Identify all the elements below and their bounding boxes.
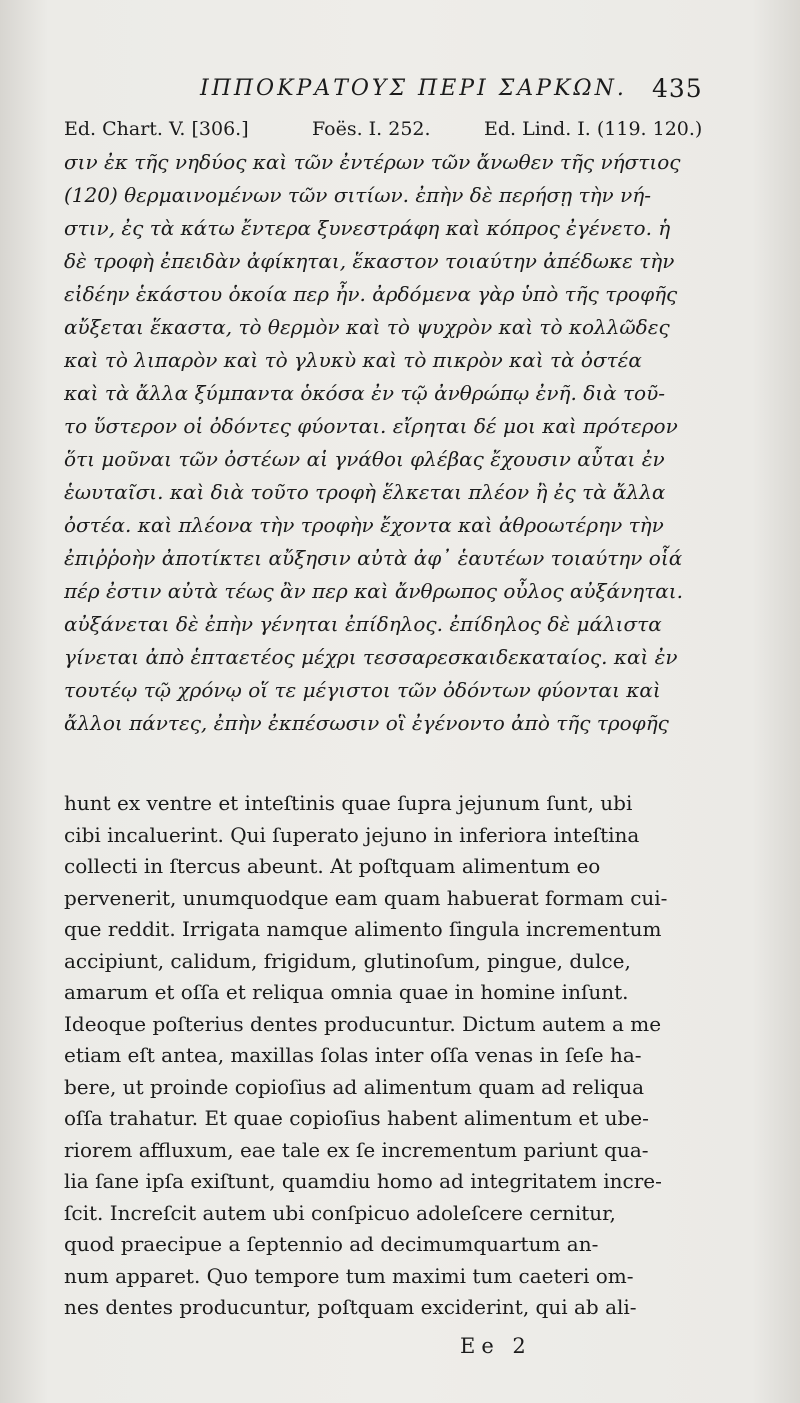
greek-line: αὐξάνεται δὲ ἐπὴν γένηται ἐπίδηλος. ἐπίδηλος δὲ μάλιστα [64,612,662,636]
greek-line: (120) θερμαινομένων τῶν σιτίων. ἐπὴν δὲ περήσῃ τὴν νή- [64,183,651,207]
edition-chart-ref: Ed. Chart. V. [306.] [64,118,249,140]
latin-line: lia ſane ipſa exiſtunt, quamdiu homo ad integritatem incre- [64,1169,662,1193]
edition-references [64,118,724,146]
greek-line: ἄλλοι πάντες, ἐπὴν ἐκπέσωσιν οἳ ἐγένοντο ἀπὸ τῆς τροφῆς [64,711,669,735]
greek-line: τουτέῳ τῷ χρόνῳ οἵ τε μέγιστοι τῶν ὀδόντων φύονται καὶ [64,678,661,702]
latin-line: hunt ex ventre et inteſtinis quae ſupra jejunum ſunt, ubi [64,791,633,815]
latin-line: amarum et oſſa et reliqua omnia quae in homine inſunt. [64,980,629,1004]
greek-text-block [64,146,724,740]
edition-foes-ref: Foës. I. 252. [312,118,431,140]
latin-line: quod praecipue a ſeptennio ad decimumquartum an- [64,1232,599,1256]
greek-line: δὲ τροφὴ ἐπειδὰν ἀφίκηται, ἕκαστον τοιαύτην ἀπέδωκε τὴν [64,249,675,273]
greek-line: ἐπιῤῥοὴν ἀποτίκτει αὔξησιν αὐτὰ ἀφ᾽ ἑαυτέων τοιαύτην οἷά [64,546,683,570]
greek-line: γίνεται ἀπὸ ἑπταετέος μέχρι τεσσαρεσκαιδεκαταίος. καὶ ἐν [64,645,678,669]
latin-line: cibi incaluerint. Qui ſuperato jejuno in inferiora inteſtina [64,822,640,847]
greek-line: ἑωυταῖσι. καὶ διὰ τοῦτο τροφὴ ἕλκεται πλέον ἢ ἐς τὰ ἄλλα [64,480,666,504]
running-title: ΙΠΠΟΚΡΑΤΟΥΣ ΠΕΡΙ ΣΑΡΚΩΝ. [200,76,627,101]
greek-line: στιν, ἐς τὰ κάτω ἔντερα ξυνεστράφη καὶ κόπρος ἐγένετο. ἡ [64,216,671,240]
page-number: 435 [652,74,703,103]
latin-line: num apparet. Quo tempore tum maximi tum caeteri om- [64,1263,634,1288]
greek-line: αὔξεται ἕκαστα, τὸ θερμὸν καὶ τὸ ψυχρὸν καὶ τὸ κολλῶδες [64,315,670,339]
latin-line: bere, ut proinde copioſius ad alimentum quam ad reliqua [64,1074,645,1099]
latin-line: que reddit. Irrigata namque alimento ſingula incrementum [64,917,662,941]
edition-lind-ref: Ed. Lind. I. (119. 120.) [484,118,703,140]
greek-line: εἰδέην ἑκάστου ὁκοία περ ἦν. ἀρδόμενα γὰρ ὑπὸ τῆς τροφῆς [64,282,678,306]
latin-text-block [64,788,724,1324]
signature-mark: Ee 2 [460,1334,532,1358]
latin-line: Ideoque poſterius dentes producuntur. Dictum autem a me [64,1011,662,1036]
greek-line: ὀστέα. καὶ πλέονα τὴν τροφὴν ἔχοντα καὶ ἀθροωτέρην τὴν [64,513,664,537]
latin-line: accipiunt, calidum, frigidum, glutinoſum, pingue, dulce, [64,948,631,973]
page-header [0,72,800,112]
greek-line: πέρ ἐστιν αὐτὰ τέως ἂν περ καὶ ἄνθρωπος οὖλος αὐξάνηται. [64,579,683,603]
latin-line: pervenerit, unumquodque eam quam habuerat formam cui- [64,885,668,910]
latin-line: nes dentes producuntur, poſtquam exciderint, qui ab ali- [64,1295,637,1319]
greek-line: το ὕστερον οἱ ὀδόντες φύονται. εἴρηται δέ μοι καὶ πρότερον [64,414,678,438]
greek-line: καὶ τὸ λιπαρὸν καὶ τὸ γλυκὺ καὶ τὸ πικρὸν καὶ τὰ ὀστέα [64,348,642,372]
latin-line: collecti in ſtercus abeunt. At poſtquam alimentum eo [64,854,601,878]
greek-line: σιν ἐκ τῆς νηδύος καὶ τῶν ἐντέρων τῶν ἄνωθεν τῆς νήστιος [64,150,681,174]
greek-line: καὶ τὰ ἄλλα ξύμπαντα ὁκόσα ἐν τῷ ἀνθρώπῳ ἐνῆ. διὰ τοῦ- [64,381,666,405]
latin-line: etiam eſt antea, maxillas ſolas inter oſſa venas in ſeſe ha- [64,1043,642,1067]
greek-line: ὅτι μοῦναι τῶν ὀστέων αἱ γνάθοι φλέβας ἔχουσιν αὗται ἐν [64,447,665,471]
latin-line: riorem affluxum, eae tale ex ſe incrementum pariunt qua- [64,1137,649,1162]
latin-line: oſſa trahatur. Et quae copioſius habent alimentum et ube- [64,1106,649,1130]
latin-line: ſcit. Increſcit autem ubi conſpicuo adoleſcere cernitur, [64,1200,616,1225]
